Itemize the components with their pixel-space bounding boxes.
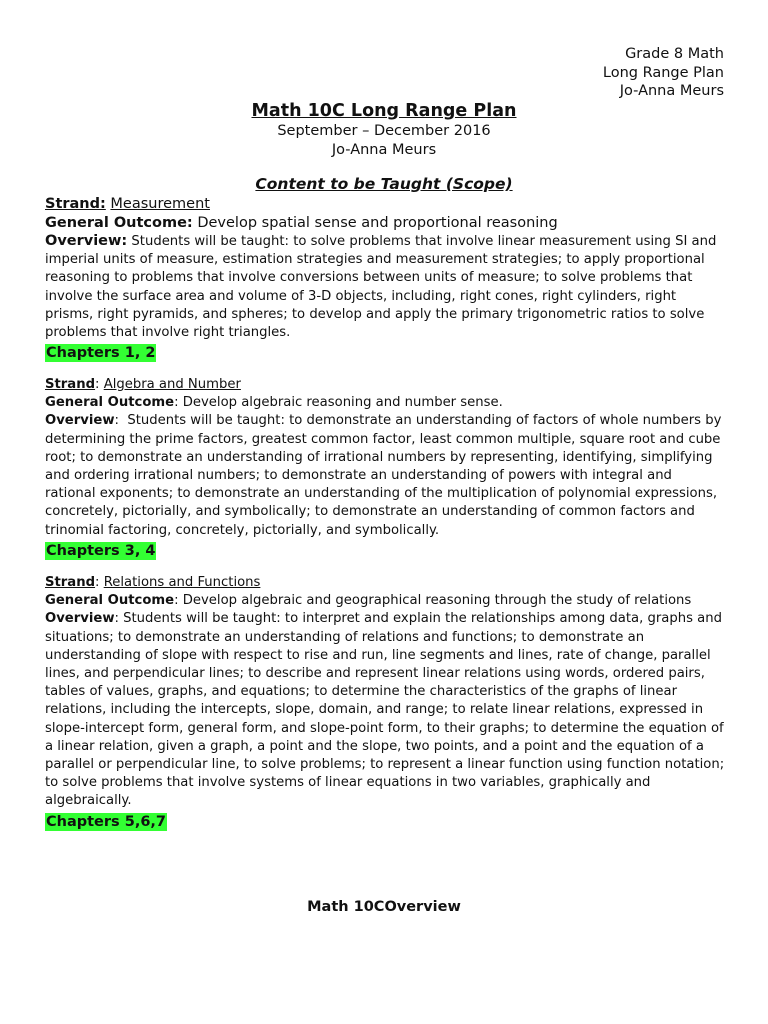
general-outcome-label: General Outcome bbox=[45, 395, 175, 411]
overview-paragraph bbox=[45, 232, 725, 342]
document-author: Jo-Anna Meurs bbox=[331, 141, 437, 158]
header-course: Grade 8 Math bbox=[625, 46, 724, 62]
chapters-line bbox=[45, 811, 725, 831]
overview-label: Overview bbox=[45, 611, 115, 627]
strand-value: Algebra and Number bbox=[103, 377, 241, 392]
strand-label: Strand: bbox=[45, 196, 106, 212]
chapters-line bbox=[45, 540, 725, 560]
document-title: Math 10C Long Range Plan bbox=[251, 101, 517, 121]
chapters-highlight: Chapters 3, 4 bbox=[46, 542, 156, 559]
strand-value: Relations and Functions bbox=[103, 575, 261, 590]
strand-line bbox=[45, 195, 725, 214]
header-plan-type: Long Range Plan bbox=[602, 64, 724, 81]
overview-label: Overview: bbox=[45, 233, 128, 249]
section-measurement bbox=[45, 195, 725, 362]
general-outcome-line: General Outcome: Develop algebraic reasoning and number sense. bbox=[45, 395, 503, 411]
strand-line: Strand: Algebra and Number bbox=[45, 377, 241, 392]
header-author: Jo-Anna Meurs bbox=[619, 83, 724, 99]
strand-label: Strand bbox=[45, 377, 96, 392]
document-dates: September – December 2016 bbox=[277, 123, 491, 139]
general-outcome-label: General Outcome: bbox=[45, 214, 193, 231]
general-outcome-value: Develop algebraic and geographical reasoning through the study of relations bbox=[182, 593, 692, 609]
overview-paragraph: Overview: Students will be taught: to demonstrate an understanding of factors of whole numbers by determining the prime factors, greatest common factor, least common multiple, square root and cube root; to demonstrate an understanding of irrational numbers by representing, identifying, simplifying and ordering irrational numbers; to demonstrate an understanding of powers with integral and rational exponents; to demonstrate an understanding of the multiplication of polynomial expressions, concretely, pictorially, and symbolically; to demonstrate an understanding of common factors and trinomial factoring, concretely, pictorially, and symbolically. bbox=[45, 413, 722, 538]
general-outcome-line: General Outcome: Develop algebraic and geographical reasoning through the study of relations bbox=[45, 593, 692, 609]
overview-text: Students will be taught: to interpret and explain the relationships among data, graphs and situations; to demonstrate an understanding of relations and functions; to demonstrate an understanding of slope with respect to rise and run, line segments and lines, rate of change, parallel lines, and perpendicular lines; to describe and represent linear relations using words, ordered pairs, tables of values, graphs, and equations; to determine the characteristics of the graphs of linear relations, including the intercepts, slope, domain, and range; to relate linear relations, expressed in slope-intercept form, general form, and slope-point form, to their graphs; to determine the equation of a linear relation, given a graph, a point and the slope, two points, and a point and the equation of a parallel or perpendicular line, to solve problems; to represent a linear function using function notation; to solve problems that involve systems of linear equations in two variables, graphically and algebraically. bbox=[45, 611, 725, 809]
overview-text: Students will be taught: to solve problems that involve linear measurement using SI and imperial units of measure, estimation strategies and measurement strategies; to apply proportional reasoning to problems that involve conversions between units of measure; to solve problems that involve the surface area and volume of 3-D objects, including, right cones, right cylinders, right prisms, right pyramids, and spheres; to develop and apply the primary trigonometric ratios to solve problems that involve right triangles. bbox=[45, 234, 717, 341]
strand-value: Measurement bbox=[110, 196, 210, 212]
strand-label: Strand bbox=[45, 575, 96, 590]
overview-label: Overview bbox=[45, 413, 115, 429]
general-outcome-label: General Outcome bbox=[45, 593, 175, 609]
overview-paragraph: Overview: Students will be taught: to interpret and explain the relationships among data, graphs and situations; to demonstrate an understanding of relations and functions; to demonstrate an understanding of slope with respect to rise and run, line segments and lines, rate of change, parallel lines, and perpendicular lines; to describe and represent linear relations using words, ordered pairs, tables of values, graphs, and equations; to determine the characteristics of the graphs of linear relations, including the intercepts, slope, domain, and range; to relate linear relations, expressed in slope-intercept form, general form, and slope-point form, to their graphs; to determine the equation of a linear relation, given a graph, a point and the slope, two points, and a point and the equation of a parallel or perpendicular line, to solve problems; to represent a linear function using function notation; to solve problems that involve systems of linear equations in two variables, graphically and algebraically. bbox=[45, 611, 725, 809]
overview-title: Math 10COverview bbox=[307, 899, 461, 915]
strand-line: Strand: Relations and Functions bbox=[45, 575, 261, 590]
chapters-line bbox=[45, 342, 725, 362]
overview-text: Students will be taught: to demonstrate an understanding of factors of whole numbers by determining the prime factors, greatest common factor, least common multiple, square root and cube root; to demonstrate an understanding of irrational numbers by representing, identifying, simplifying and ordering irrational numbers; to demonstrate an understanding of powers with integral and rational exponents; to demonstrate an understanding of the multiplication of polynomial expressions, concretely, pictorially, and symbolically; to demonstrate an understanding of common factors and trinomial factoring, concretely, pictorially, and symbolically. bbox=[45, 413, 722, 538]
general-outcome-line bbox=[45, 214, 725, 233]
header-info bbox=[603, 45, 724, 101]
section-relations-functions bbox=[45, 574, 725, 831]
general-outcome-value: Develop spatial sense and proportional reasoning bbox=[197, 214, 558, 231]
chapters-highlight: Chapters 5,6,7 bbox=[46, 813, 167, 830]
scope-heading: Content to be Taught (Scope) bbox=[255, 175, 513, 193]
general-outcome-value: Develop algebraic reasoning and number sense. bbox=[182, 395, 503, 411]
section-algebra-number bbox=[45, 376, 725, 560]
title-block bbox=[0, 100, 768, 159]
chapters-highlight: Chapters 1, 2 bbox=[46, 345, 156, 362]
